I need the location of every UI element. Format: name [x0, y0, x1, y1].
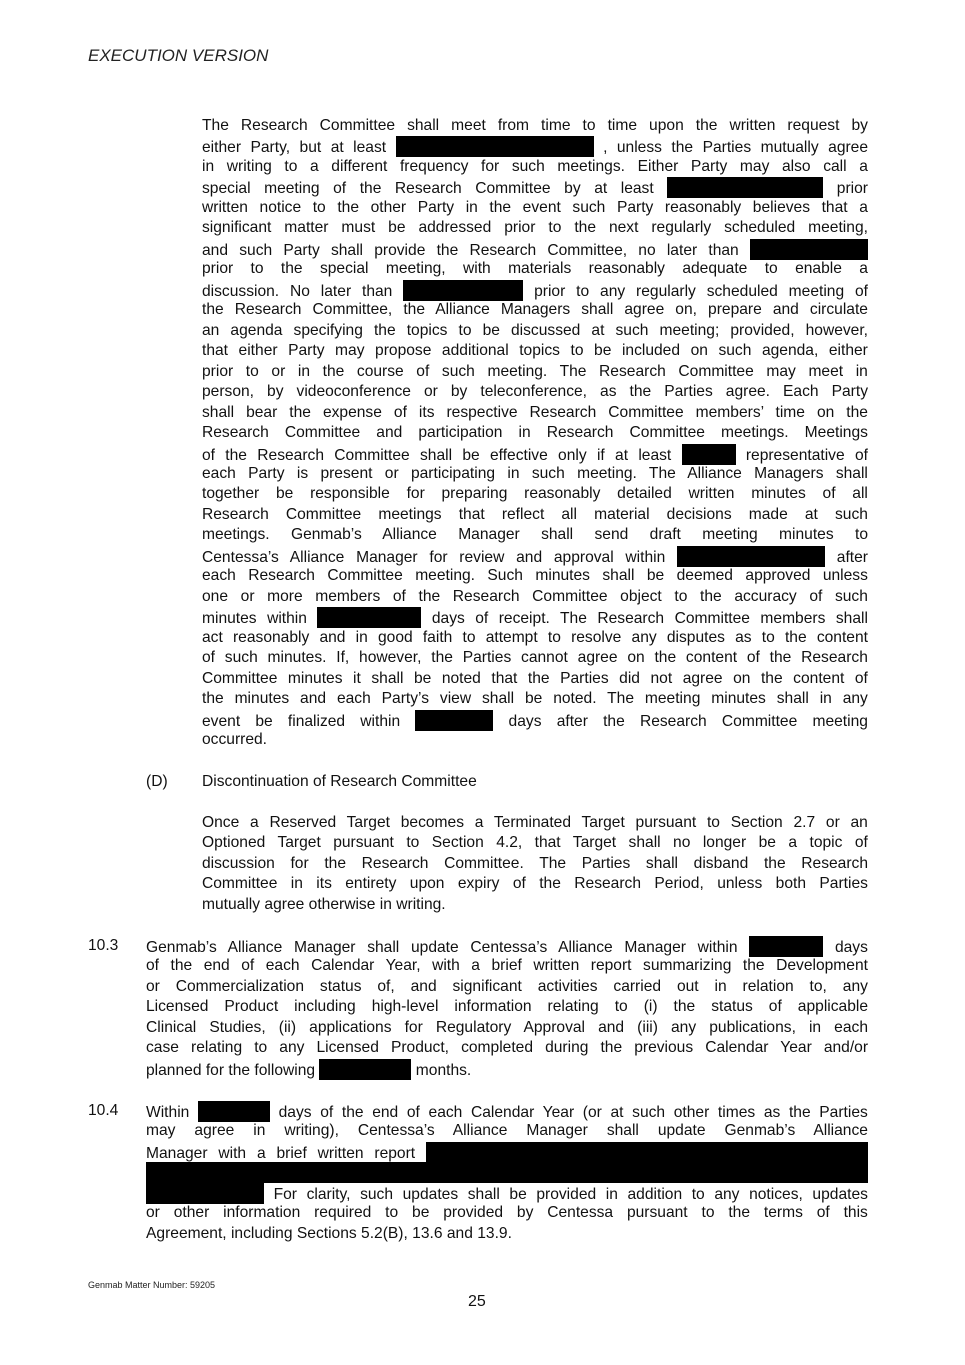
redaction-box	[426, 1142, 868, 1163]
p1-line: written notice to the other Party in the event such Party reasonably believes that a	[202, 198, 868, 216]
s103-line: case relating to any Licensed Product, completed during the previous Calendar Year and/or	[146, 1039, 869, 1057]
redaction-box	[146, 1162, 868, 1183]
s103-line: planned for the following months.	[146, 1059, 868, 1079]
redaction-box	[750, 239, 868, 260]
p1-line: of the Research Committee shall be effective only if at least representative of	[202, 444, 868, 464]
p1-line: each Research Committee meeting. Such minutes shall be deemed approved unless	[202, 567, 868, 585]
s104-line: For clarity, such updates shall be provided in addition to any notices, updates	[146, 1183, 868, 1203]
s104-line: or other information required to be provided by Centessa pursuant to the terms of this	[146, 1204, 868, 1222]
p1-line: Committee minutes it shall be noted that the Parties did not agree on the content of	[202, 669, 868, 687]
redaction-box	[682, 444, 736, 465]
p1-line: The Research Committee shall meet from time to time upon the written request by	[202, 117, 868, 134]
p1-line: one or more members of the Research Committee object to the accuracy of such	[202, 587, 868, 605]
s103-line: Licensed Product including high-level information relating to (i) the status of applicable	[146, 998, 869, 1016]
p1-line: an agenda specifying the topics to be discussed at such meeting; provided, however,	[202, 321, 869, 339]
footer-matter-number: Genmab Matter Number: 59205	[88, 1280, 216, 1290]
p2-line: Optioned Target pursuant to Section 4.2, that Target shall no longer be a topic of	[202, 834, 868, 852]
p1-line: together be responsible for preparing reasonably detailed written minutes of all	[202, 485, 868, 503]
s104-line: Agreement, including Sections 5.2(B), 13.6 and 13.9.	[146, 1224, 512, 1242]
p1-line: significant matter must be addressed prior to the next regularly scheduled meeting,	[202, 219, 868, 237]
p1-line: the Research Committee, the Alliance Managers shall agree on, prepare and circulate	[202, 301, 868, 319]
section-10-3-number: 10.3	[88, 937, 119, 954]
s104-line: may agree in writing), Centessa’s Alliance Manager shall update Genmab’s Alliance	[146, 1122, 868, 1140]
p1-line: Centessa’s Alliance Manager for review and approval within after	[202, 546, 868, 566]
p2-line: discussion for the Research Committee. The Parties shall disband the Research	[202, 854, 869, 872]
redaction-box	[146, 1183, 264, 1204]
p1-line: Research Committee meetings that reflect all material decisions made at such	[202, 505, 868, 523]
p1-line: minutes within days of receipt. The Research Committee members shall	[202, 607, 868, 627]
p1-line: that either Party may propose additional topics to be included on such agenda, either	[202, 342, 868, 360]
p1-line: discussion. No later than prior to any regularly scheduled meeting of	[202, 280, 868, 300]
p1-line: of such minutes. If, however, the Parties cannot agree on the content of the Research	[202, 649, 868, 667]
p2-line: Once a Reserved Target becomes a Terminated Target pursuant to Section 2.7 or an	[202, 814, 868, 831]
redaction-box	[403, 280, 523, 301]
p1-line: Research Committee and participation in Research Committee meetings. Meetings	[202, 424, 868, 442]
p1-line: person, by videoconference or by teleconference, as the Parties agree. Each Party	[202, 383, 868, 401]
redaction-box	[415, 710, 493, 731]
p1-line: and such Party shall provide the Research Committee, no later than	[202, 239, 868, 259]
s103-line: Genmab’s Alliance Manager shall update Centessa’s Alliance Manager within days	[146, 936, 868, 956]
s104-line	[146, 1162, 868, 1182]
section-10-4-number: 10.4	[88, 1102, 119, 1119]
p1-line: each Party is present or participating in such meeting. The Alliance Managers shall	[202, 464, 868, 482]
p1-line: either Party, but at least , unless the Parties mutually agree	[202, 136, 868, 156]
page-number: 25	[468, 1293, 486, 1310]
p1-line: occurred.	[202, 731, 268, 749]
s103-line: or Commercialization status of, and significant activities carried out in relation to, any	[146, 977, 868, 995]
redaction-box	[667, 177, 823, 198]
p1-line: prior to or in the course of such meeting. The Research Committee may meet in	[202, 362, 868, 380]
p1-line: meetings. Genmab’s Alliance Manager shall send draft meeting minutes to	[202, 526, 869, 544]
section-d-heading: Discontinuation of Research Committee	[202, 773, 477, 790]
p2-line: Committee in its entirety upon expiry of the Research Period, unless both Parties	[202, 875, 868, 893]
p1-line: in writing to a different frequency for such meetings. Either Party may also call a	[202, 157, 868, 175]
redaction-box	[396, 136, 594, 157]
p1-line: prior to the special meeting, with materials reasonably adequate to enable a	[202, 260, 868, 278]
redaction-box	[198, 1101, 270, 1122]
section-d-number: (D)	[146, 773, 168, 790]
s103-line: Clinical Studies, (ii) applications for Regulatory Approval and (iii) any publications, in each	[146, 1018, 868, 1036]
p1-line: event be finalized within days after the Research Committee meeting	[202, 710, 868, 730]
p1-line: the minutes and each Party’s view shall be noted. The meeting minutes shall in any	[202, 690, 868, 708]
redaction-box	[749, 936, 823, 957]
p1-line: shall bear the expense of its respective Research Committee members’ time on the	[202, 403, 868, 421]
p2-line: mutually agree otherwise in writing.	[202, 895, 446, 913]
document-header: EXECUTION VERSION	[88, 46, 269, 65]
s104-line: Manager with a brief written report	[146, 1142, 868, 1162]
redaction-box	[317, 607, 421, 628]
p1-line: act reasonably and in good faith to attempt to resolve any disputes as to the content	[202, 628, 868, 646]
redaction-box	[319, 1059, 411, 1080]
p1-line: special meeting of the Research Committee by at least prior	[202, 177, 868, 197]
redaction-box	[677, 546, 825, 567]
s104-line: Within days of the end of each Calendar Year (or at such other times as the Parties	[146, 1101, 868, 1121]
s103-line: of the end of each Calendar Year, with a brief written report summarizing the Development	[146, 957, 868, 975]
